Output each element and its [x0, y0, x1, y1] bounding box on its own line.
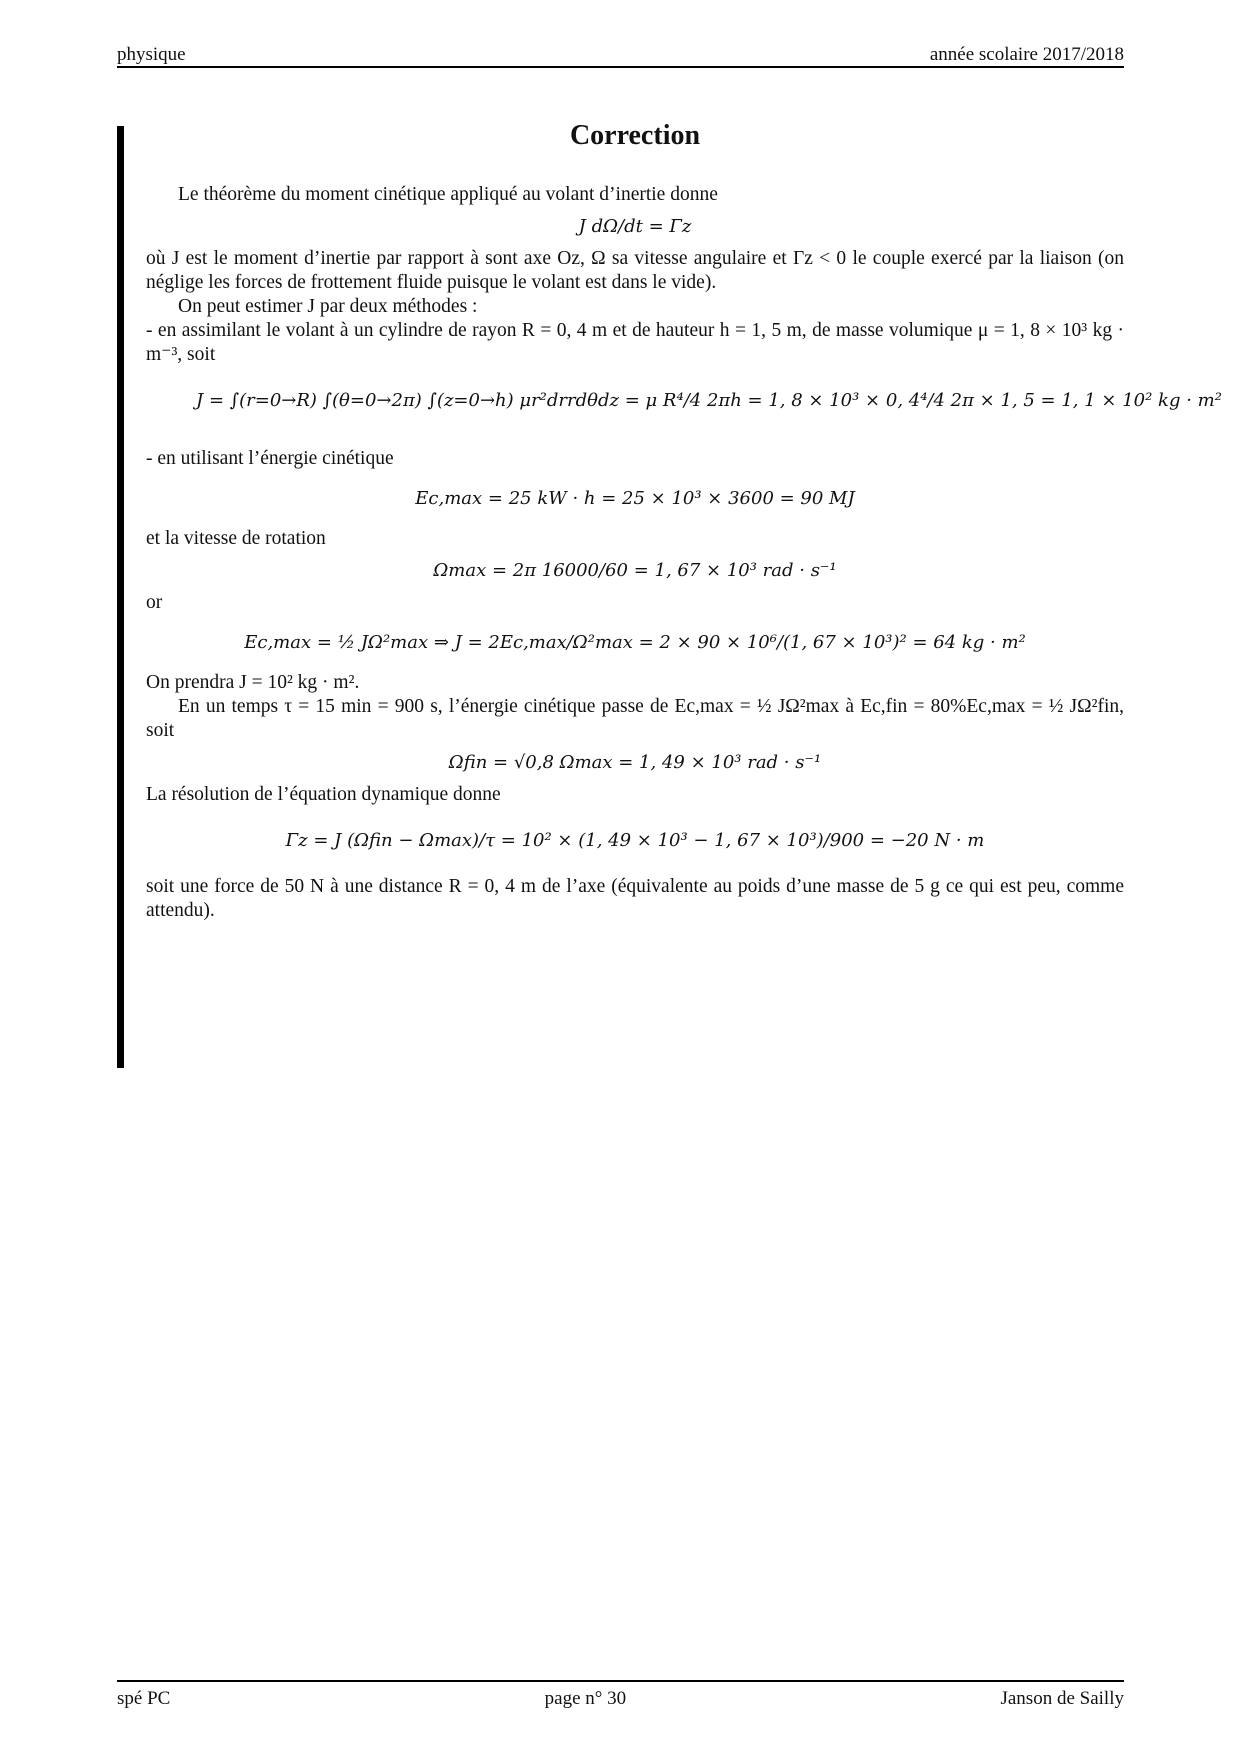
paragraph-take-j: On prendra J = 10² kg · m². [146, 672, 360, 693]
paragraph-dynamics: La résolution de l’équation dynamique donne [146, 784, 501, 805]
footer-rule [117, 1680, 1124, 1682]
paragraph-rotation: et la vitesse de rotation [146, 528, 326, 549]
paragraph-cylinder: - en assimilant le volant à un cylindre de rayon R = 0, 4 m et de hauteur h = 1, 5 m, de masse volumique μ = 1, 8 × 10³ kg · m⁻³, soit [146, 320, 1124, 365]
equation-moment: J dΩ/dt = Γz [578, 216, 692, 237]
correction-margin-bar [117, 126, 124, 1068]
header-school-year: année scolaire 2017/2018 [929, 44, 1124, 65]
footer-school: Janson de Sailly [1000, 1688, 1124, 1709]
paragraph-time: En un temps τ = 15 min = 900 s, l’énergie cinétique passe de Ec,max = ½ JΩ²max à Ec,fin = 80%Ec,max = ½ JΩ²fin, soit [146, 696, 1124, 741]
equation-omega-max: Ωmax = 2π 16000/60 = 1, 67 × 10³ rad · s⁻¹ [433, 560, 837, 581]
footer-page-number: page n° 30 [544, 1688, 627, 1709]
paragraph-or: or [146, 592, 163, 613]
section-title: Correction [569, 120, 701, 151]
paragraph-methods: On peut estimer J par deux méthodes : [178, 296, 478, 317]
paragraph-conclusion: soit une force de 50 N à une distance R = 0, 4 m de l’axe (équivalente au poids d’une masse de 5 g ce qui est peu, comme attendu). [146, 876, 1124, 921]
equation-energy: Ec,max = 25 kW · h = 25 × 10³ × 3600 = 90 MJ [415, 488, 855, 509]
header-rule [117, 66, 1124, 68]
equation-inertia-energy: Ec,max = ½ JΩ²max ⇒ J = 2Ec,max/Ω²max = 2 × 90 × 10⁶/(1, 67 × 10³)² = 64 kg · m² [244, 632, 1026, 653]
page-header [117, 38, 1124, 66]
equation-couple: Γz = J (Ωfin − Ωmax)/τ = 10² × (1, 49 × 10³ − 1, 67 × 10³)/900 = −20 N · m [285, 830, 985, 851]
footer-class: spé PC [117, 1688, 171, 1709]
paragraph-intro: Le théorème du moment cinétique appliqué au volant d’inertie donne [178, 184, 718, 205]
equation-omega-fin: Ωfin = √0,8 Ωmax = 1, 49 × 10³ rad · s⁻¹ [448, 752, 822, 773]
equation-inertia-integral: J = ∫(r=0→R) ∫(θ=0→2π) ∫(z=0→h) μr²drrdθdz = μ R⁴/4 2πh = 1, 8 × 10³ × 0, 4⁴/4 2π × 1, 5 = 1, 1 × 10² kg · m² [196, 390, 1222, 411]
paragraph-kinetic: - en utilisant l’énergie cinétique [146, 448, 394, 469]
page-footer [117, 1688, 1124, 1716]
header-subject: physique [117, 44, 186, 65]
correction-section [146, 115, 1222, 923]
paragraph-definitions: où J est le moment d’inertie par rapport à sont axe Oz, Ω sa vitesse angulaire et Γz < 0 le couple exercé par la liaison (on néglige les forces de frottement fluide puisque le volant est dans le vide). [146, 248, 1124, 293]
